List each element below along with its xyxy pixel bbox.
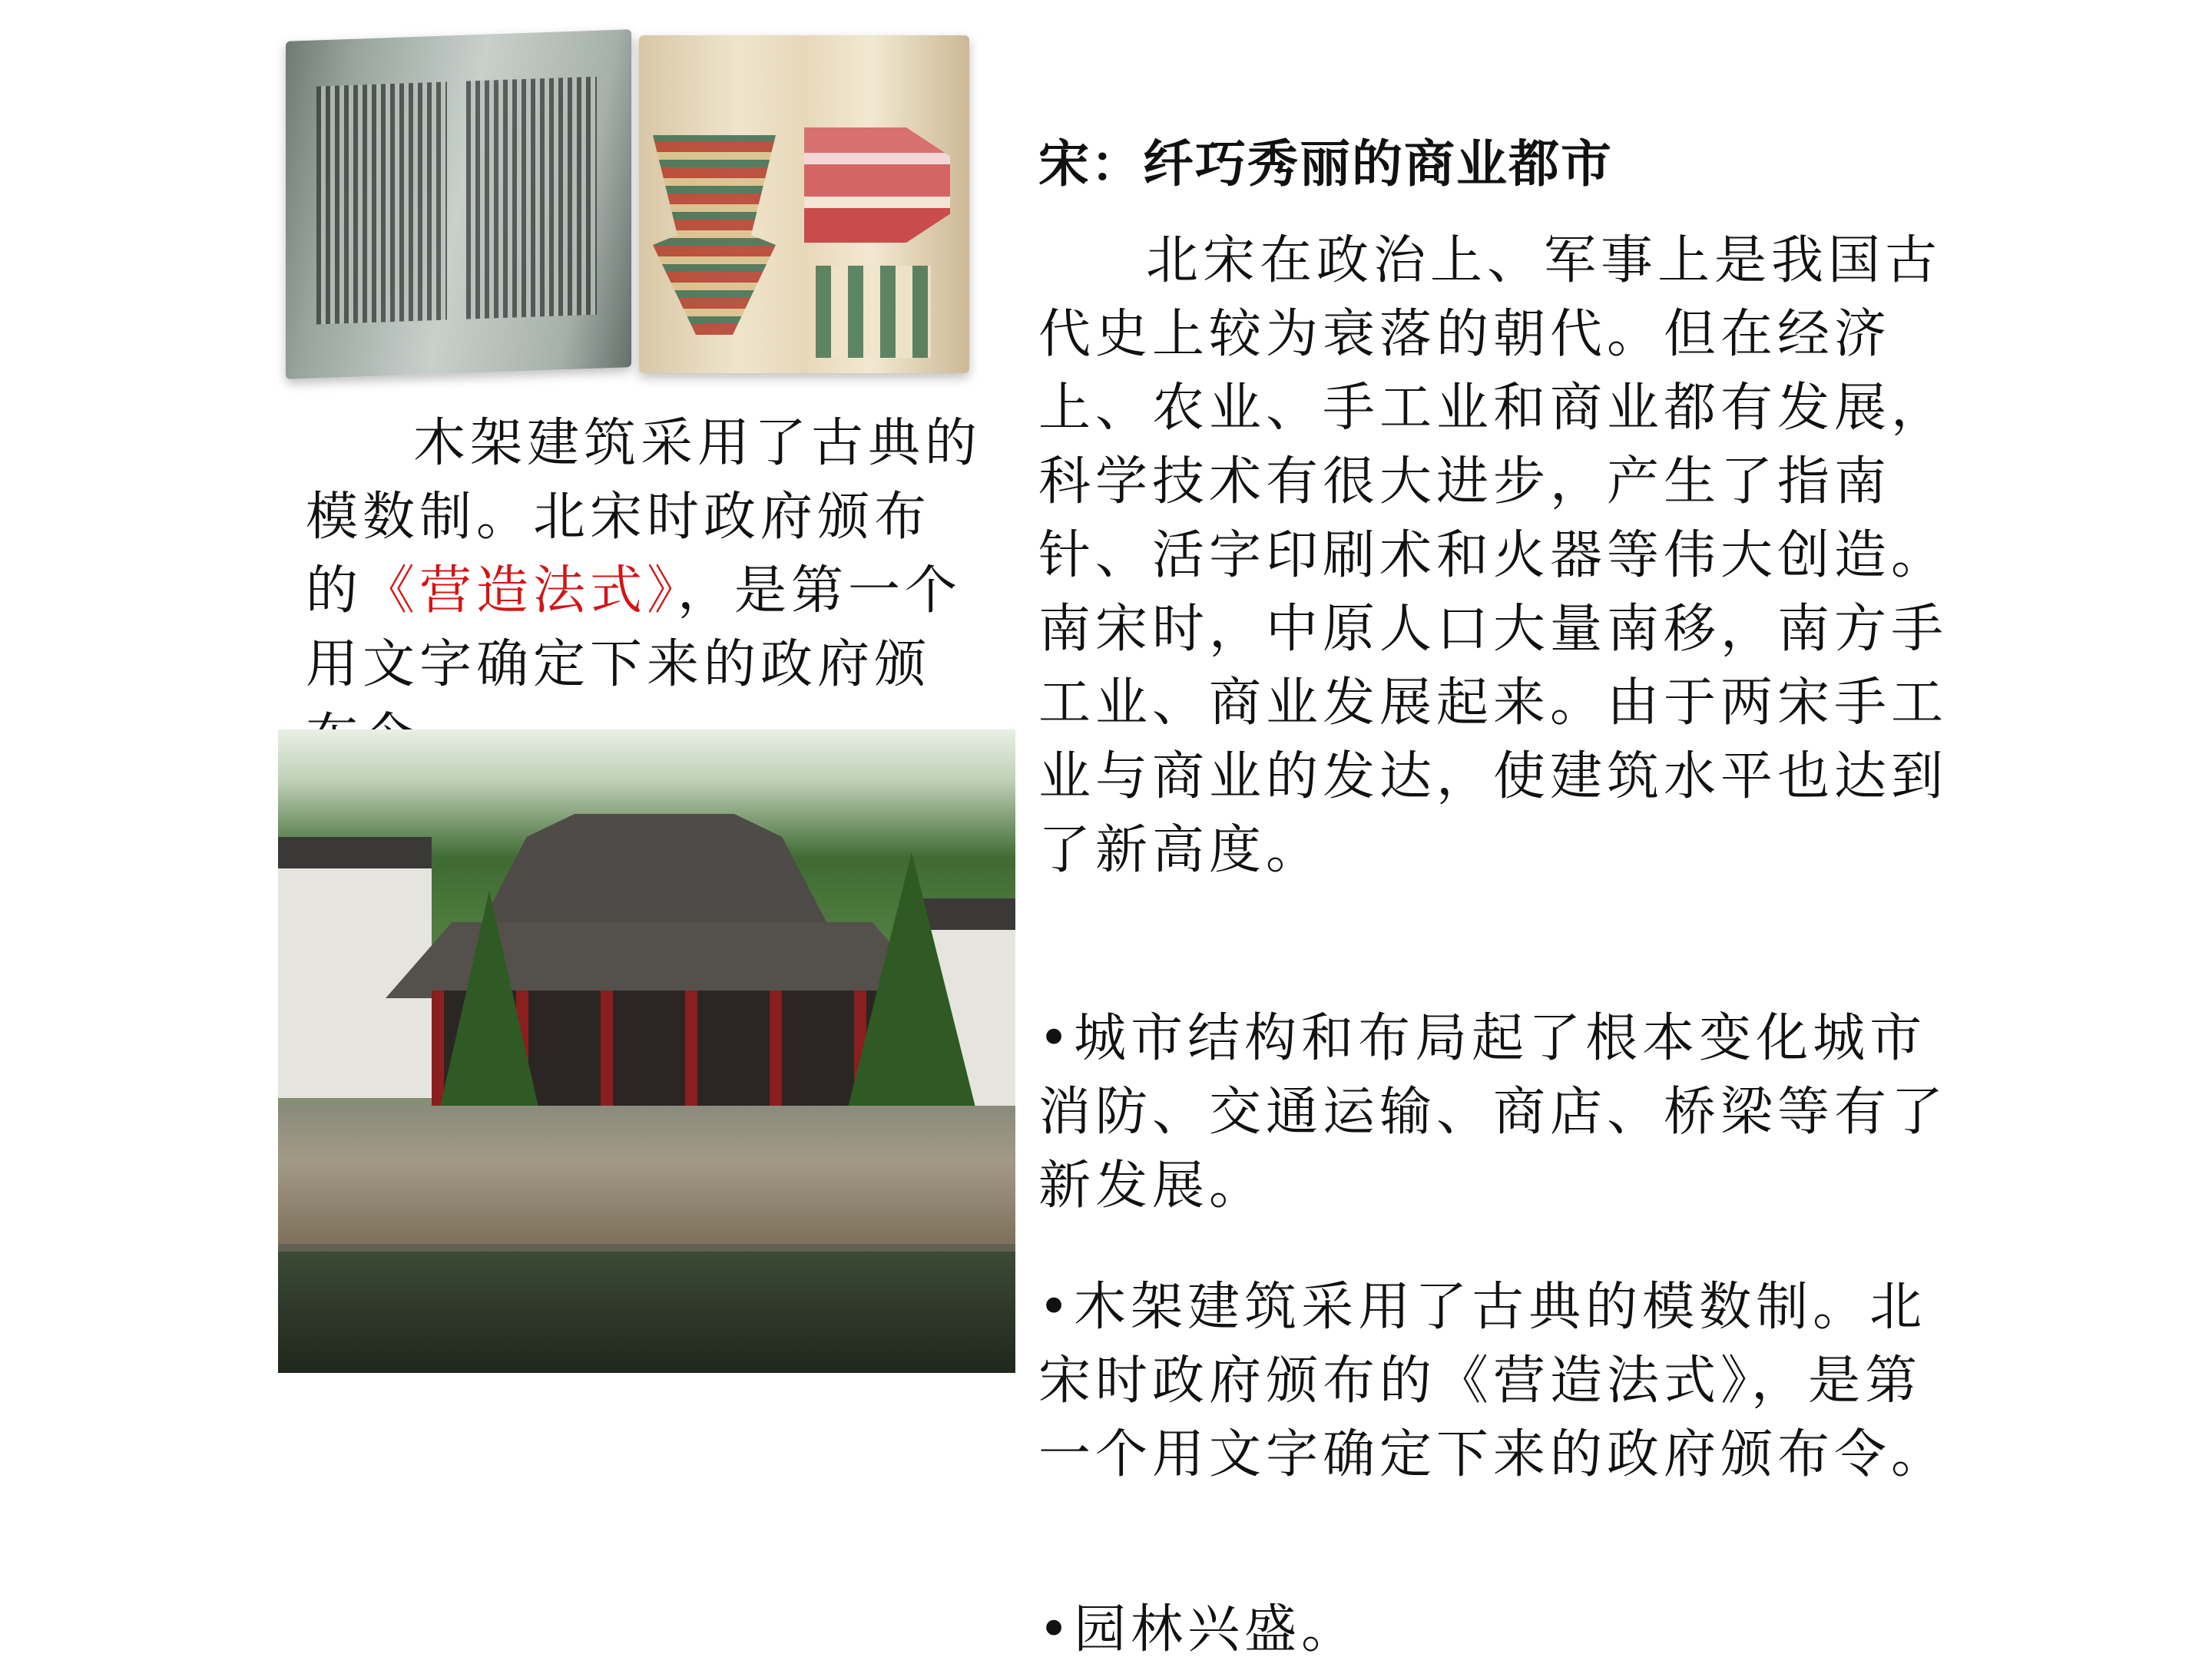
left-caption [306,407,982,776]
bracket-set-illustration [653,135,776,335]
pond-water [278,1252,1015,1373]
bullet-gardens: •园林兴盛。 [1038,1599,1359,1660]
bullet-city-structure: •城市结构和布局起了根本变化城市消防、交通运输、商店、桥梁等有了新发展。 [1038,1008,1949,1216]
stone-embankment [278,1106,1015,1244]
upper-roof [455,814,854,929]
book-page-left [316,82,447,325]
caption-highlight-title: 《营造法式》 [363,561,678,621]
book-photo-illustrations [639,35,969,373]
temple-photo [278,729,1015,1373]
caption-text: 木架建筑采用了古典的模数制。北宋时政府颁布的 [306,413,982,621]
bullet-modular-system: •木架建筑采用了古典的模数制。北宋时政府颁布的《营造法式》，是第一个用文字确定下来的政府颁布令。 [1038,1277,1949,1485]
page-title: 宋：纤巧秀丽的商业都市 [1038,134,1613,193]
beam-illustration [804,127,950,243]
white-wall-left [278,837,432,1098]
caption-text-end: ，是第一个用文字确定下来的政府颁 [306,561,962,695]
book-page-right [466,77,597,319]
column-illustration [816,266,931,358]
intro-text: 北宋在政治上、军事上是我国古代史上较为衰落的朝代。但在经济上、农业、手工业和商业都有发展，科学技术有很大进步，产生了指南针、活字印刷术和火器等伟大创造。南宋时，中原人口大量南移，南方手工业、商业发展起来。由于两宋手工业与商业的发达，使建筑水平也达到了新高度。 [1038,230,1949,881]
intro-paragraph [1038,224,1952,888]
book-photo-text-pages [286,29,631,379]
